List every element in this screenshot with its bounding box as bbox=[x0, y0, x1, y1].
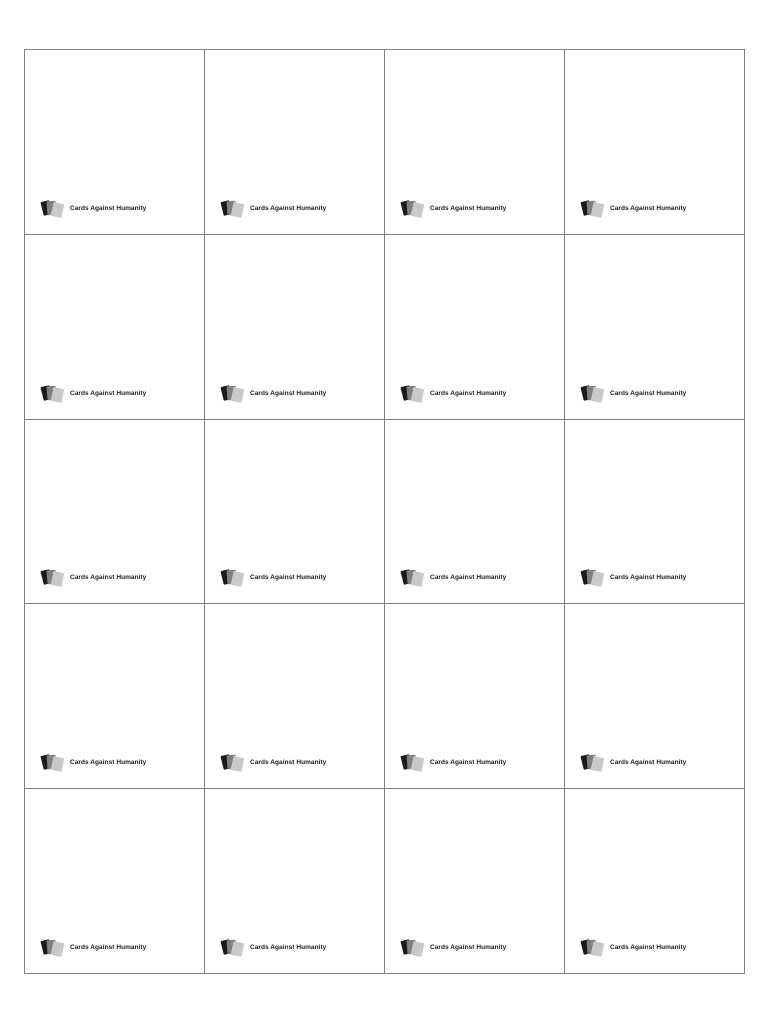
logo-card-shape bbox=[231, 387, 245, 403]
card-branding bbox=[41, 753, 146, 772]
cah-logo-icon bbox=[41, 199, 65, 218]
cah-logo-icon bbox=[401, 938, 425, 957]
brand-name: Cards Against Humanity bbox=[250, 389, 327, 397]
blank-card bbox=[385, 604, 565, 789]
logo-card-shape bbox=[411, 387, 425, 403]
brand-name: Cards Against Humanity bbox=[610, 574, 687, 582]
brand-name: Cards Against Humanity bbox=[610, 759, 687, 767]
blank-card bbox=[385, 420, 565, 605]
blank-card bbox=[25, 235, 205, 420]
logo-card-shape bbox=[591, 202, 605, 218]
logo-card-shape bbox=[51, 941, 65, 957]
logo-card-shape bbox=[231, 756, 245, 772]
brand-name: Cards Against Humanity bbox=[430, 574, 507, 582]
blank-card bbox=[25, 789, 205, 974]
blank-card bbox=[25, 604, 205, 789]
logo-card-shape bbox=[51, 387, 65, 403]
logo-card-shape bbox=[51, 571, 65, 587]
cah-logo-icon bbox=[221, 199, 245, 218]
cah-logo-icon bbox=[221, 938, 245, 957]
logo-card-shape bbox=[231, 202, 245, 218]
cah-logo-icon bbox=[401, 384, 425, 403]
blank-card bbox=[565, 604, 745, 789]
card-branding bbox=[581, 199, 686, 218]
brand-name: Cards Against Humanity bbox=[430, 389, 507, 397]
logo-card-shape bbox=[411, 941, 425, 957]
card-branding bbox=[41, 199, 146, 218]
cah-logo-icon bbox=[581, 568, 605, 587]
blank-card bbox=[565, 50, 745, 235]
logo-card-shape bbox=[591, 756, 605, 772]
blank-card bbox=[205, 604, 385, 789]
brand-name: Cards Against Humanity bbox=[70, 944, 147, 951]
cah-logo-icon bbox=[401, 753, 425, 772]
card-branding bbox=[581, 384, 686, 403]
logo-card-shape bbox=[231, 941, 245, 957]
card-branding bbox=[581, 753, 686, 772]
brand-name: Cards Against Humanity bbox=[610, 944, 687, 951]
cah-logo-icon bbox=[221, 753, 245, 772]
card-branding bbox=[401, 938, 506, 957]
blank-card bbox=[205, 789, 385, 974]
blank-card bbox=[205, 420, 385, 605]
blank-card bbox=[205, 235, 385, 420]
card-branding bbox=[221, 568, 326, 587]
card-branding bbox=[41, 938, 146, 957]
cah-logo-icon bbox=[221, 568, 245, 587]
blank-card bbox=[565, 420, 745, 605]
card-branding bbox=[401, 199, 506, 218]
brand-name: Cards Against Humanity bbox=[70, 574, 147, 582]
cah-logo-icon bbox=[581, 753, 605, 772]
brand-name: Cards Against Humanity bbox=[610, 389, 687, 397]
cah-logo-icon bbox=[221, 384, 245, 403]
logo-card-shape bbox=[411, 202, 425, 218]
blank-card bbox=[565, 235, 745, 420]
card-branding bbox=[41, 568, 146, 587]
card-branding bbox=[401, 568, 506, 587]
card-branding bbox=[221, 753, 326, 772]
card-branding bbox=[221, 938, 326, 957]
blank-card bbox=[385, 50, 565, 235]
logo-card-shape bbox=[411, 756, 425, 772]
card-branding bbox=[41, 384, 146, 403]
cah-logo-icon bbox=[581, 384, 605, 403]
cah-logo-icon bbox=[581, 199, 605, 218]
cah-logo-icon bbox=[41, 753, 65, 772]
cah-logo-icon bbox=[41, 568, 65, 587]
card-sheet bbox=[24, 49, 745, 974]
brand-name: Cards Against Humanity bbox=[610, 204, 687, 212]
brand-name: Cards Against Humanity bbox=[430, 944, 507, 951]
blank-card bbox=[205, 50, 385, 235]
logo-card-shape bbox=[591, 941, 605, 957]
logo-card-shape bbox=[411, 571, 425, 587]
brand-name: Cards Against Humanity bbox=[70, 204, 147, 212]
card-branding bbox=[581, 568, 686, 587]
brand-name: Cards Against Humanity bbox=[250, 944, 327, 951]
card-branding bbox=[401, 384, 506, 403]
blank-card bbox=[25, 50, 205, 235]
brand-name: Cards Against Humanity bbox=[70, 389, 147, 397]
card-branding bbox=[401, 753, 506, 772]
brand-name: Cards Against Humanity bbox=[250, 759, 327, 767]
logo-card-shape bbox=[51, 202, 65, 218]
blank-card bbox=[385, 789, 565, 974]
cah-logo-icon bbox=[41, 384, 65, 403]
cah-logo-icon bbox=[401, 568, 425, 587]
cah-logo-icon bbox=[41, 938, 65, 957]
blank-card bbox=[25, 420, 205, 605]
blank-card bbox=[385, 235, 565, 420]
brand-name: Cards Against Humanity bbox=[430, 204, 507, 212]
brand-name: Cards Against Humanity bbox=[250, 574, 327, 582]
logo-card-shape bbox=[591, 571, 605, 587]
brand-name: Cards Against Humanity bbox=[250, 204, 327, 212]
logo-card-shape bbox=[51, 756, 65, 772]
blank-card bbox=[565, 789, 745, 974]
brand-name: Cards Against Humanity bbox=[430, 759, 507, 767]
card-branding bbox=[221, 199, 326, 218]
logo-card-shape bbox=[231, 571, 245, 587]
cah-logo-icon bbox=[401, 199, 425, 218]
brand-name: Cards Against Humanity bbox=[70, 759, 147, 767]
logo-card-shape bbox=[591, 387, 605, 403]
cah-logo-icon bbox=[581, 938, 605, 957]
card-branding bbox=[221, 384, 326, 403]
card-branding bbox=[581, 938, 686, 957]
